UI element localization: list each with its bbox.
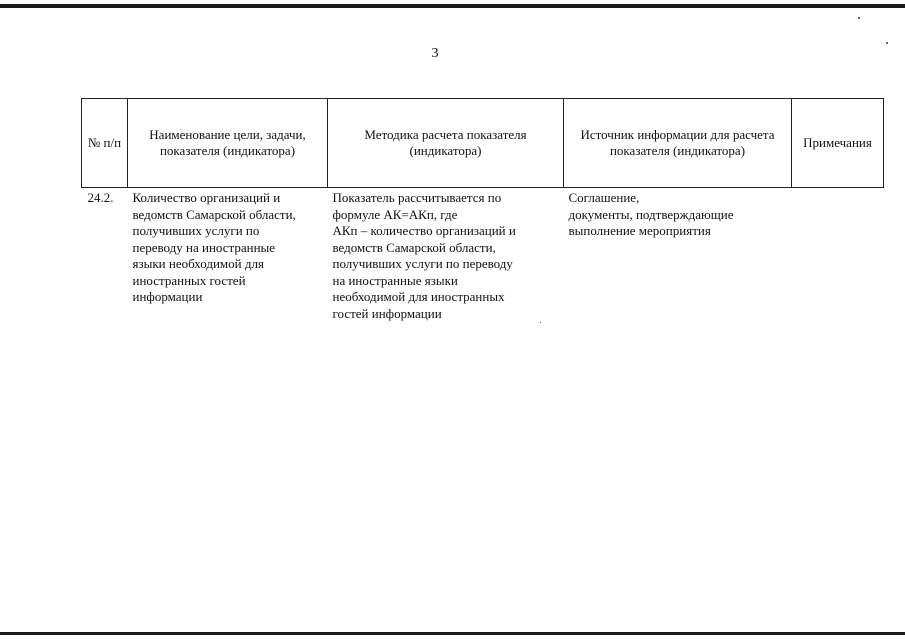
text-line: АКп – количество организаций и [332,223,516,238]
text-line: Соглашение, [568,190,640,205]
text-line: необходимой для иностранных [332,289,505,304]
row-calculation-method [328,188,564,323]
text-line: на иностранные языки [332,272,458,288]
text-line: языки необходимой для [132,256,264,271]
top-border-line [0,4,905,8]
bottom-border-line [0,632,905,635]
text-line: гостей информации [332,305,442,321]
scan-speck [886,42,888,44]
table-row [82,188,884,323]
header-name: Наименование цели, задачи, показателя (индикатора) [128,99,328,188]
header-row [82,99,884,188]
text-line: иностранных гостей [132,272,246,288]
text-line: Показатель рассчитывается по [332,190,502,205]
text-line: документы, подтверждающие [568,206,734,222]
text-line: выполнение мероприятия [568,223,711,238]
text-line: получивших услуги по переводу [332,256,513,271]
header-notes: Примечания [792,99,884,188]
scan-speck [858,17,860,19]
header-number: № п/п [82,99,128,188]
page-number: 3 [431,46,439,61]
row-indicator-name [128,188,328,323]
indicator-table [81,98,884,322]
text-line: формуле АК=АКп, где [332,206,458,222]
row-information-source [564,188,792,323]
table-header [82,99,884,188]
text-line: переводу на иностранные [132,239,276,255]
header-source: Источник информации для расчета показателя (индикатора) [564,99,792,188]
text-line: Количество организаций и [132,190,281,205]
row-number: 24.2. [87,190,114,205]
text-line: информации [132,289,203,304]
text-line: ведомств Самарской области, [132,206,296,222]
row-notes [792,188,884,323]
text-line: получивших услуги по [132,223,260,238]
scan-speck [540,322,541,323]
text-line: ведомств Самарской области, [332,239,496,255]
header-method: Методика расчета показателя (индикатора) [328,99,564,188]
